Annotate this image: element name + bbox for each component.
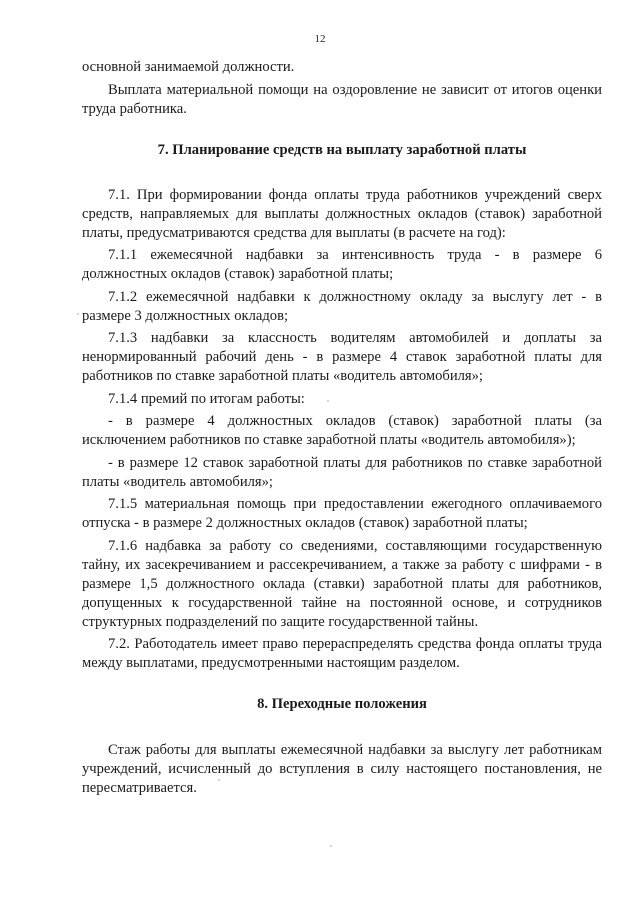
paragraph: - в размере 4 должностных окладов (ставок) заработной платы (за исключением работников по ставке заработной платы «водитель автомобиля»); bbox=[82, 413, 602, 448]
paragraph: Стаж работы для выплаты ежемесячной надбавки за выслугу лет работникам учреждений, исчисленный до вступления в силу настоящего постановления, не пересматривается. bbox=[82, 742, 602, 796]
scan-speck bbox=[330, 845, 332, 847]
page-number: 12 bbox=[314, 33, 326, 45]
paragraph: 7.1.1 ежемесячной надбавки за интенсивность труда - в размере 6 должностных окладов (ставок) заработной платы; bbox=[82, 247, 602, 282]
paragraph: 7.1.2 ежемесячной надбавки к должностному окладу за выслугу лет - в размере 3 должностных окладов; bbox=[82, 288, 602, 324]
paragraph: Выплата материальной помощи на оздоровление не зависит от итогов оценки труда работника. bbox=[82, 81, 602, 117]
paragraph: 7.2. Работодатель имеет право перераспределять средства фонда оплаты труда между выплатами, предусмотренными настоящим разделом. bbox=[82, 636, 602, 671]
scan-speck bbox=[327, 400, 329, 402]
paragraph: 7.1.5 материальная помощь при предоставлении ежегодного оплачиваемого отпуска - в размере 2 должностных окладов (ставок) заработной платы; bbox=[82, 496, 602, 531]
document-body bbox=[82, 58, 602, 802]
scan-speck bbox=[218, 779, 220, 781]
paragraph: 7.1.6 надбавка за работу со сведениями, составляющими государственную тайну, их засекречиванием и рассекречиванием, а также за работу с шифрами - в размере 1,5 должностного оклада (ставки) заработной платы для работников, допущенных к государственной тайне на постоянной основе, и сотрудников структурных подразделений по защите государственной тайны. bbox=[82, 537, 602, 630]
paragraph: 7.1. При формировании фонда оплаты труда работников учреждений сверх средств, направляемых для выплаты должностных окладов (ставок) заработной платы, предусматриваются средства для выплаты (в расчете на год): bbox=[82, 186, 602, 241]
paragraph: основной занимаемой должности. bbox=[82, 59, 295, 75]
paragraph: - в размере 12 ставок заработной платы для работников по ставке заработной платы «водитель автомобиля»; bbox=[82, 454, 602, 490]
section-heading-7: 7. Планирование средств на выплату заработной платы bbox=[157, 141, 527, 158]
scan-speck bbox=[77, 313, 79, 315]
paragraph: 7.1.4 премий по итогам работы: bbox=[108, 390, 305, 407]
section-heading-8: 8. Переходные положения bbox=[257, 696, 427, 712]
paragraph: 7.1.3 надбавки за классность водителям автомобилей и доплаты за ненормированный рабочий день - в размере 4 ставок заработной платы для работников по ставке заработной платы «водитель автомобиля»; bbox=[82, 330, 602, 384]
